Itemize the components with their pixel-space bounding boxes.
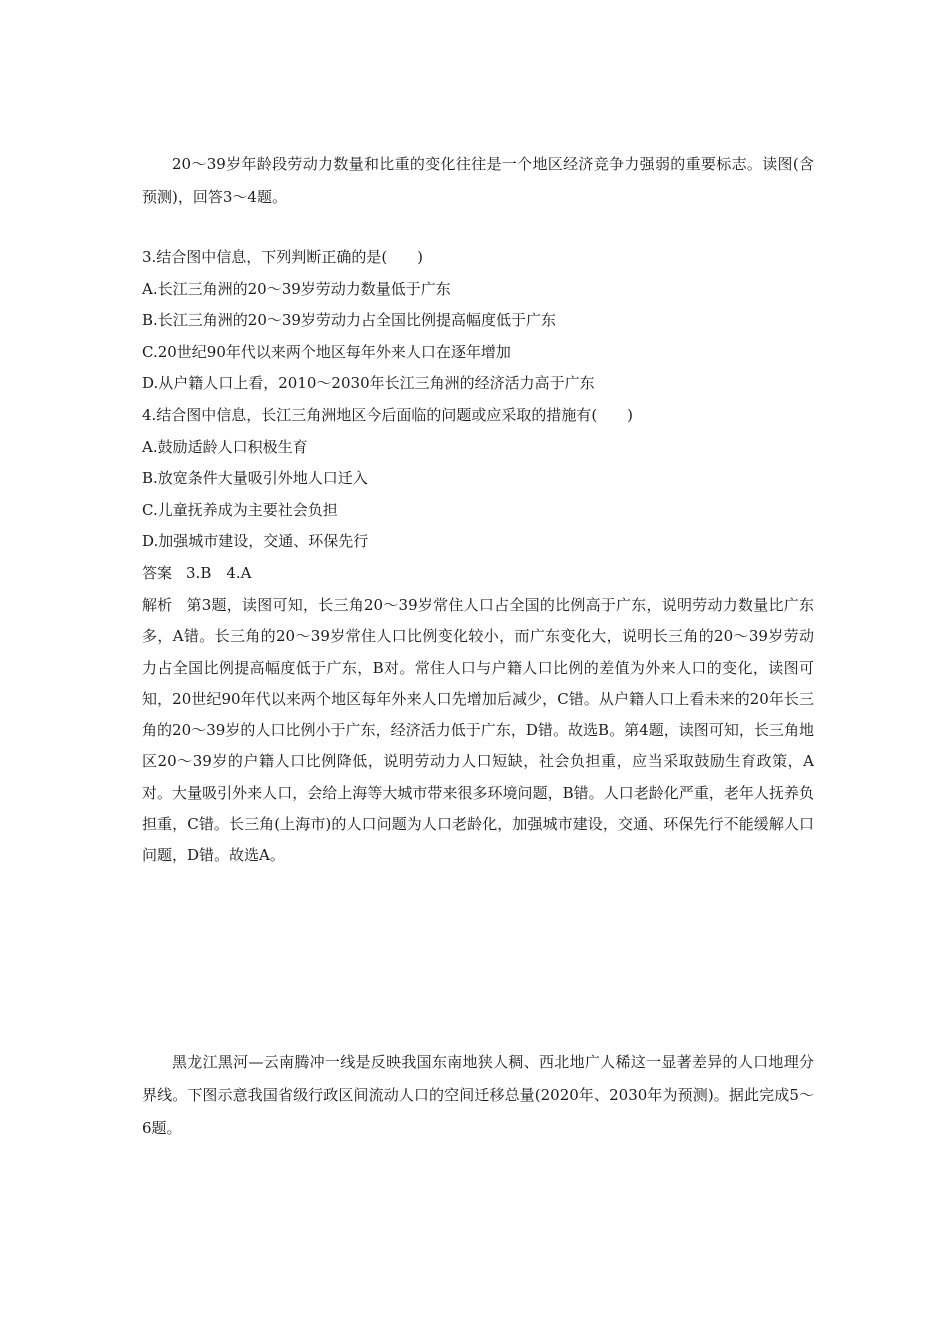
intro-text-1: 20～39岁年龄段劳动力数量和比重的变化往往是一个地区经济竞争力强弱的重要标志。读图(含预测)，回答3～4题。 — [142, 155, 814, 206]
question-4-option-c: C.儿童抚养成为主要社会负担 — [142, 500, 338, 519]
intro-passage-1 — [142, 148, 814, 214]
answer-label: 答案 — [142, 564, 173, 582]
answer-line — [142, 558, 814, 590]
intro-passage-2 — [142, 1046, 814, 1145]
explanation-text: 第3题，读图可知，长三角20～39岁常住人口占全国的比例高于广东，说明劳动力数量比广东多，A错。长三角的20～39岁常住人口比例变化较小，而广东变化大，说明长三角的20～39岁劳动力占全国比例提高幅度低于广东，B对。常住人口与户籍人口比例的差值为外来人口的变化，读图可知，20世纪90年代以来两个地区每年外来人口先增加后减少，C错。从户籍人口上看未来的20年长三角的20～39岁的人口比例小于广东，经济活力低于广东，D错。故选B。第4题，读图可知，长三角地区20～39岁的户籍人口比例降低，说明劳动力人口短缺，社会负担重，应当采取鼓励生育政策，A对。大量吸引外来人口，会给上海等大城市带来很多环境问题，B错。人口老龄化严重，老年人抚养负担重，C错。长三角(上海市)的人口问题为人口老龄化，加强城市建设，交通、环保先行不能缓解人口问题，D错。故选A。 — [142, 596, 814, 865]
explanation-paragraph — [142, 590, 814, 872]
question-4-stem: 4.结合图中信息，长江三角洲地区今后面临的问题或应采取的措施有( ) — [142, 406, 634, 424]
answer-row — [142, 558, 814, 590]
question-4 — [142, 400, 814, 558]
explanation-label: 解析 — [142, 596, 173, 614]
question-3-option-a: A.长江三角洲的20～39岁劳动力数量低于广东 — [142, 279, 451, 298]
intro-text-2: 黑龙江黑河—云南腾冲一线是反映我国东南地狭人稠、西北地广人稀这一显著差异的人口地理分界线。下图示意我国省级行政区间流动人口的空间迁移总量(2020年、2030年为预测)。据此完成5～6题。 — [142, 1053, 814, 1137]
question-4-option-d: D.加强城市建设，交通、环保先行 — [142, 532, 369, 551]
question-3-stem: 3.结合图中信息，下列判断正确的是( ) — [142, 248, 424, 266]
question-3-option-b: B.长江三角洲的20～39岁劳动力占全国比例提高幅度低于广东 — [142, 311, 556, 330]
question-3-option-d: D.从户籍人口上看，2010～2030年长江三角洲的经济活力高于广东 — [142, 374, 595, 393]
question-4-option-a: A.鼓励适龄人口积极生育 — [142, 437, 308, 456]
question-4-option-b: B.放宽条件大量吸引外地人口迁入 — [142, 469, 368, 488]
question-3-option-c: C.20世纪90年代以来两个地区每年外来人口在逐年增加 — [142, 342, 511, 361]
explanation-block — [142, 590, 814, 872]
question-3 — [142, 242, 814, 400]
answer-value: 3.B 4.A — [186, 564, 252, 582]
